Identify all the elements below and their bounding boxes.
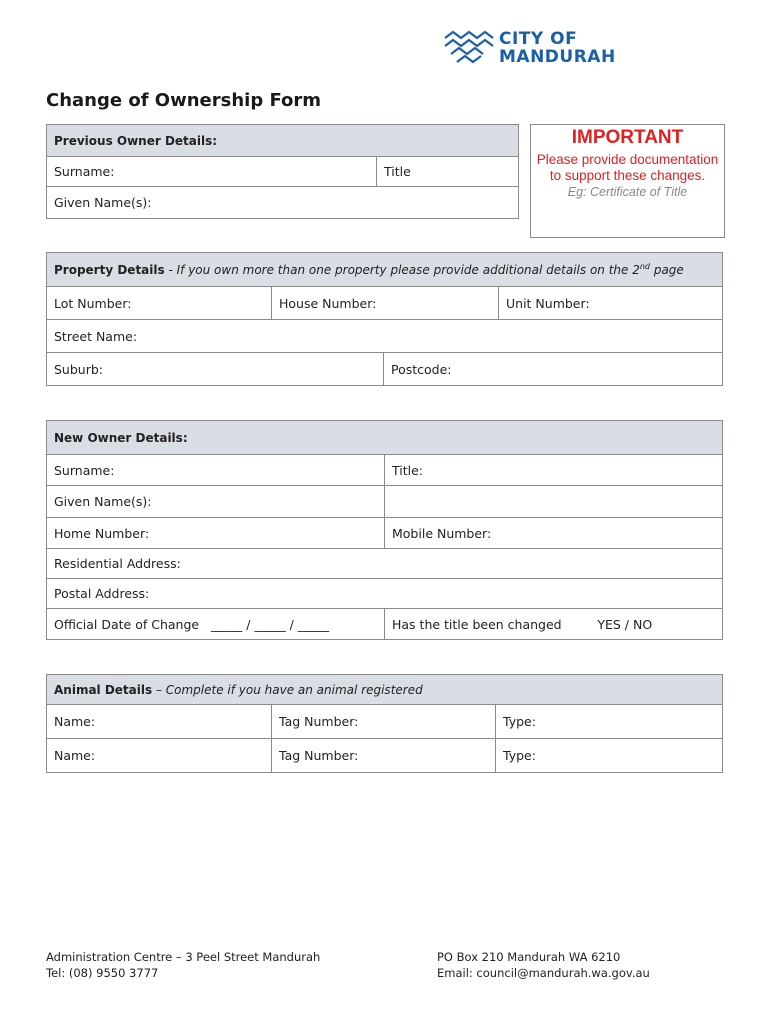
new-owner-table xyxy=(46,420,723,640)
new-given-extra-field[interactable] xyxy=(385,486,723,518)
residential-address-field[interactable]: Residential Address: xyxy=(47,549,723,579)
footer-right xyxy=(437,949,650,981)
previous-owner-table xyxy=(46,124,519,219)
footer-email[interactable]: Email: council@mandurah.wa.gov.au xyxy=(437,966,650,980)
postcode-field[interactable]: Postcode: xyxy=(384,353,723,386)
previous-given-field[interactable]: Given Name(s): xyxy=(47,187,519,219)
logo-line-2: MANDURAH xyxy=(499,47,616,67)
property-header-note: - If you own more than one property please provide additional details on the 2 xyxy=(164,263,640,277)
street-name-field[interactable]: Street Name: xyxy=(47,320,723,353)
important-notice xyxy=(530,124,725,238)
property-table xyxy=(46,252,723,386)
postal-address-field[interactable]: Postal Address: xyxy=(47,579,723,609)
animal-type-field-2[interactable]: Type: xyxy=(496,739,723,773)
important-body: Please provide documentation to support these changes. xyxy=(536,152,719,183)
yes-no-option[interactable]: YES / NO xyxy=(597,616,653,632)
page-title: Change of Ownership Form xyxy=(46,90,322,111)
mobile-number-field[interactable]: Mobile Number: xyxy=(385,518,723,549)
footer-po-box: PO Box 210 Mandurah WA 6210 xyxy=(437,950,621,964)
new-surname-field[interactable]: Surname: xyxy=(47,455,385,486)
animal-name-field-1[interactable]: Name: xyxy=(47,705,272,739)
new-given-field[interactable]: Given Name(s): xyxy=(47,486,385,518)
wave-logo-icon xyxy=(443,30,495,68)
animal-header-note: – Complete if you have an animal registered xyxy=(152,682,423,697)
property-header-title: Property Details xyxy=(54,263,165,277)
property-header-sup: nd xyxy=(639,262,651,271)
property-header xyxy=(47,253,723,287)
animal-type-field-1[interactable]: Type: xyxy=(496,705,723,739)
footer-address: Administration Centre – 3 Peel Street Mandurah xyxy=(46,950,321,964)
animal-header xyxy=(47,675,723,705)
date-of-change-label: Official Date of Change xyxy=(54,616,200,632)
animal-header-title: Animal Details xyxy=(54,682,153,697)
new-owner-header: New Owner Details: xyxy=(47,421,723,455)
property-header-tail: page xyxy=(650,263,684,277)
date-of-change-blank: _____ / _____ / _____ xyxy=(211,616,330,632)
important-example: Eg: Certificate of Title xyxy=(567,185,688,199)
date-of-change-field[interactable] xyxy=(47,609,385,640)
previous-title-field[interactable]: Title xyxy=(377,157,519,187)
animal-table xyxy=(46,674,723,773)
new-title-field[interactable]: Title: xyxy=(385,455,723,486)
previous-owner-header: Previous Owner Details: xyxy=(47,125,519,157)
title-changed-label: Has the title been changed xyxy=(392,616,562,632)
animal-name-field-2[interactable]: Name: xyxy=(47,739,272,773)
unit-number-field[interactable]: Unit Number: xyxy=(499,287,723,320)
house-number-field[interactable]: House Number: xyxy=(272,287,499,320)
lot-number-field[interactable]: Lot Number: xyxy=(47,287,272,320)
animal-tag-field-1[interactable]: Tag Number: xyxy=(272,705,496,739)
suburb-field[interactable]: Suburb: xyxy=(47,353,384,386)
animal-tag-field-2[interactable]: Tag Number: xyxy=(272,739,496,773)
previous-surname-field[interactable]: Surname: xyxy=(47,157,377,187)
footer-phone: Tel: (08) 9550 3777 xyxy=(46,966,159,980)
logo-line-1: CITY OF xyxy=(499,29,578,49)
title-changed-field[interactable] xyxy=(385,609,723,640)
city-logo xyxy=(443,30,623,70)
footer-left xyxy=(46,949,320,981)
important-heading: IMPORTANT xyxy=(571,127,684,148)
home-number-field[interactable]: Home Number: xyxy=(47,518,385,549)
